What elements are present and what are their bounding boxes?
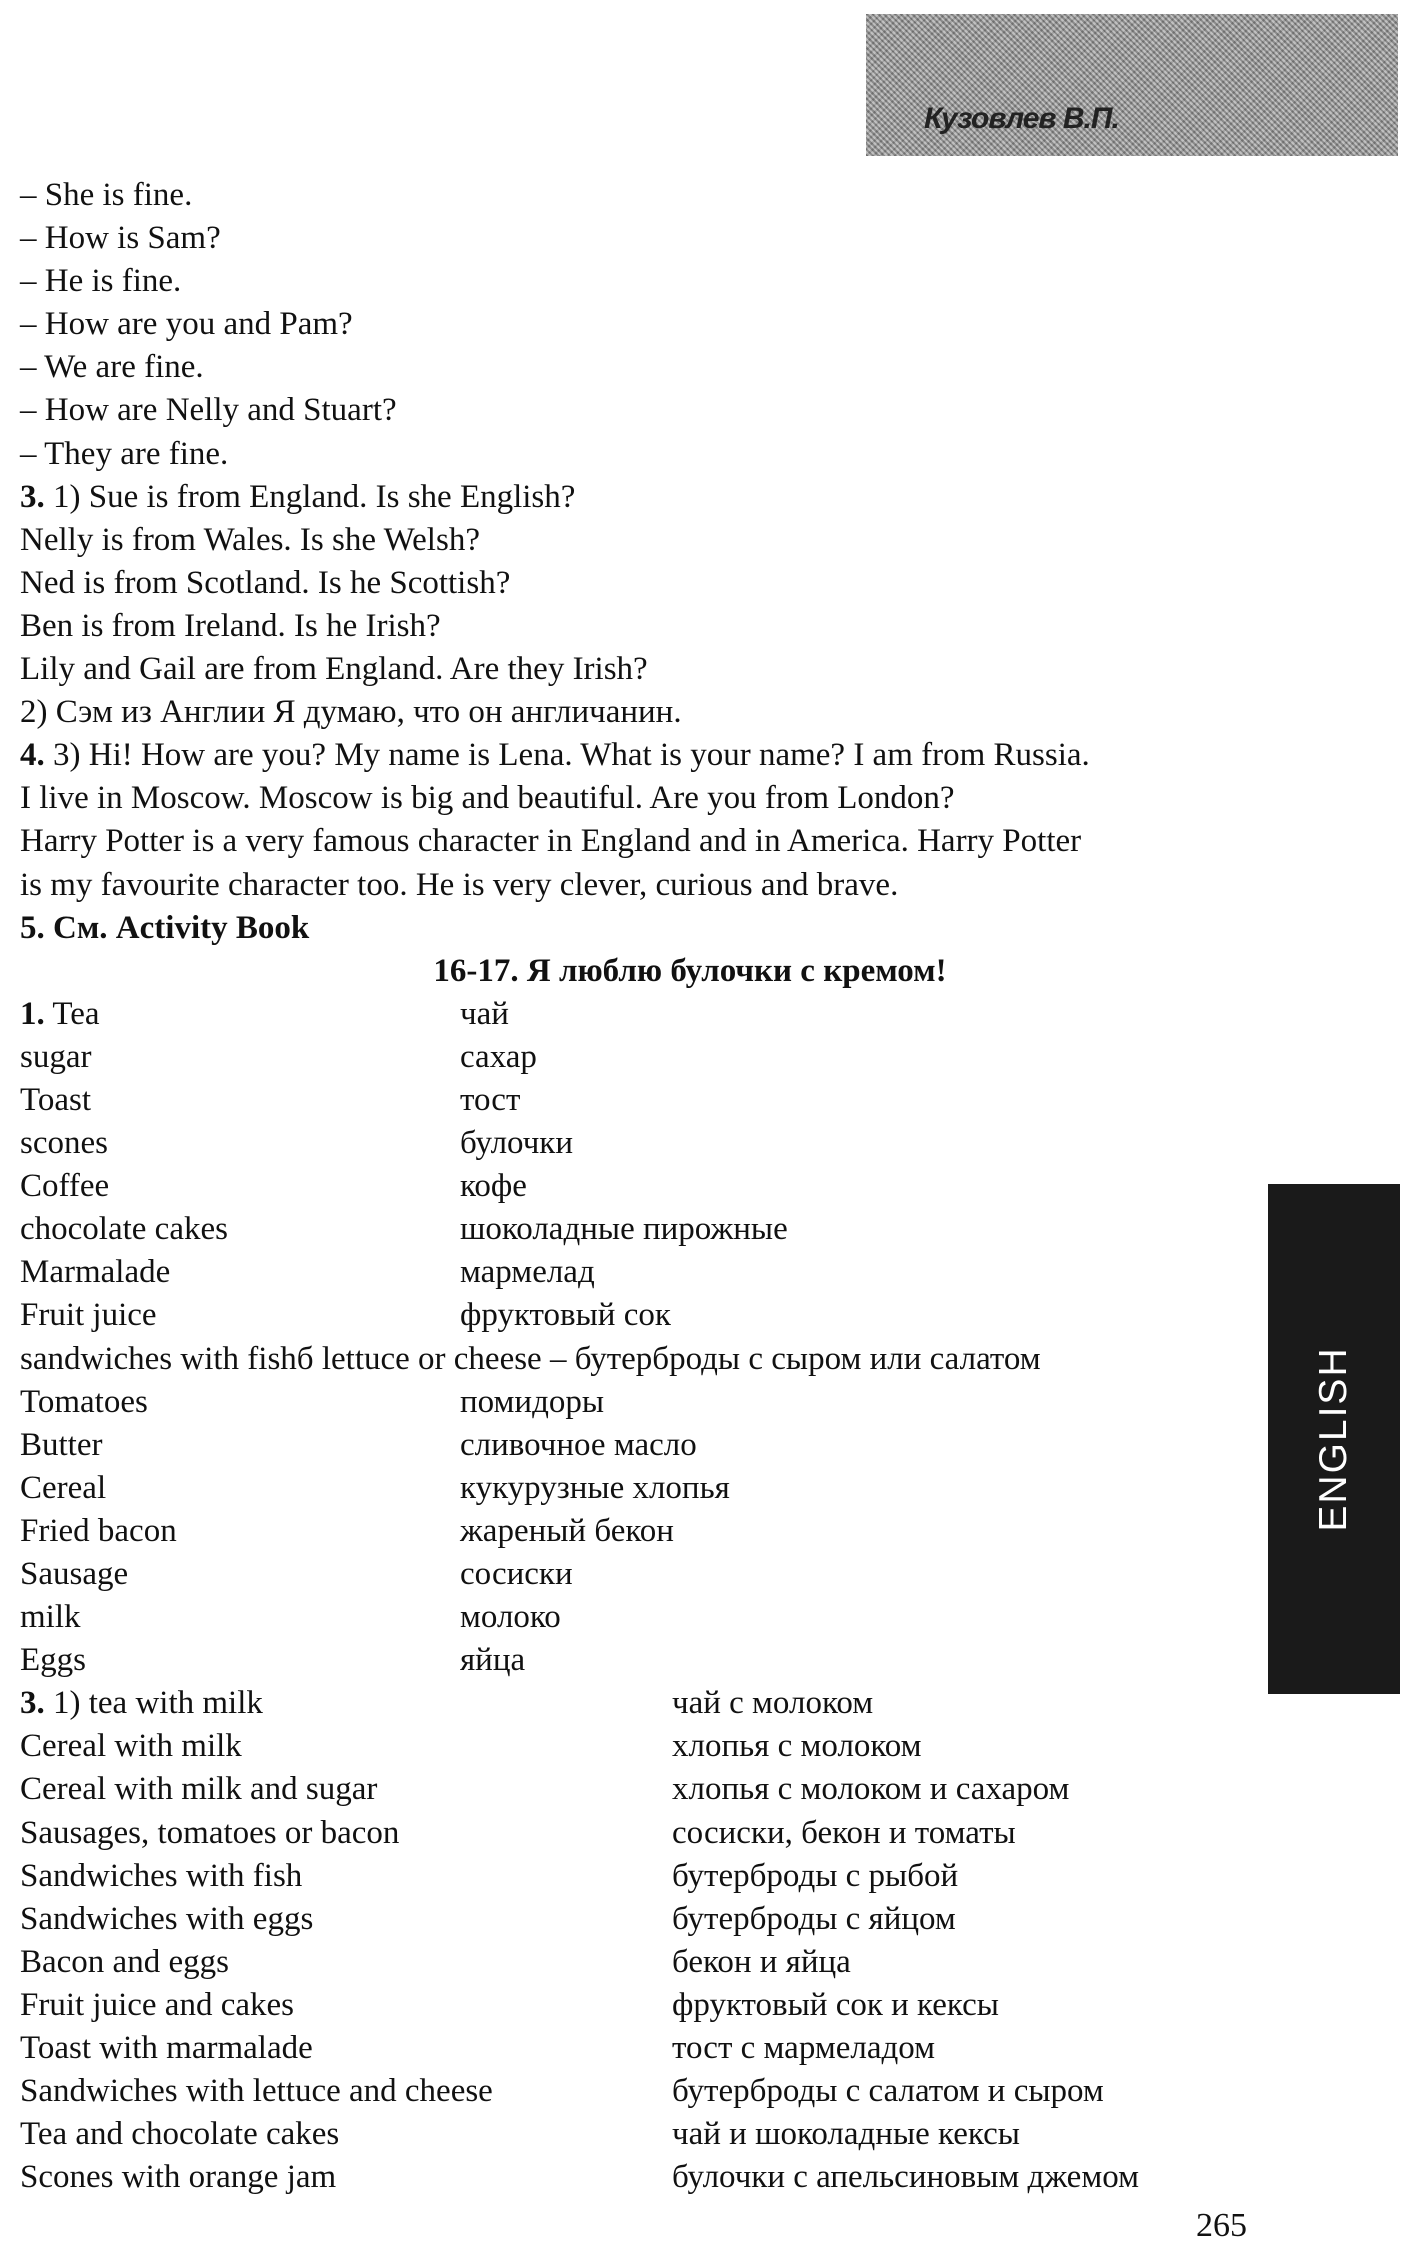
dialogue-line: – They are fine. — [20, 435, 229, 472]
vocab-en: Butter — [20, 1426, 103, 1463]
vocab-row — [20, 1208, 1260, 1251]
vocab-ru: булочки — [460, 1125, 573, 1162]
combo-row — [20, 1855, 1260, 1898]
vocab-ru: яйца — [460, 1642, 526, 1679]
combo-ru: бутерброды с салатом и сыром — [672, 2073, 1104, 2110]
vocab-en: sugar — [20, 1038, 92, 1075]
section-title: 16-17. Я люблю булочки с кремом! — [433, 952, 947, 989]
combo-row — [20, 1898, 1260, 1941]
combo-en: Sandwiches with lettuce and cheese — [20, 2073, 493, 2110]
combo-row — [20, 1984, 1260, 2027]
combo-en: Cereal with milk and sugar — [20, 1771, 378, 1808]
combo-en: Sausages, tomatoes or bacon — [20, 1814, 400, 1851]
page-content — [20, 174, 1260, 2199]
header-author: Кузовлев В.П. — [924, 102, 1119, 135]
vocab-en: Coffee — [20, 1168, 110, 1205]
combo-ru: тост с мармеладом — [672, 2030, 936, 2067]
vocab-row — [20, 1036, 1260, 1079]
combo-en: Bacon and eggs — [20, 1943, 229, 1980]
vocab-ru: сливочное масло — [460, 1426, 697, 1463]
exercise-3-line: Ned is from Scotland. Is he Scottish? — [20, 564, 511, 601]
vocab-ru: шоколадные пирожные — [460, 1211, 788, 1248]
vocab-row — [20, 1294, 1260, 1337]
combo-ru: булочки с апельсиновым джемом — [672, 2159, 1139, 2196]
exercise-4-line: I live in Moscow. Moscow is big and beautiful. Are you from London? — [20, 780, 955, 817]
vocab-ru: сосиски — [460, 1556, 573, 1592]
vocab-ru: молоко — [460, 1599, 561, 1636]
page-number: 265 — [1196, 2207, 1247, 2244]
dialogue-line: – She is fine. — [20, 177, 193, 213]
combo-row — [20, 1725, 1260, 1768]
exercise-text: 3) Hi! How are you? My name is Lena. What is your name? I am from Russia. — [44, 737, 1090, 774]
vocab-ru: жареный бекон — [460, 1512, 674, 1549]
vocab-en: Fruit juice — [20, 1297, 157, 1334]
combo-en: Cereal with milk — [20, 1728, 242, 1765]
combo-row — [20, 2027, 1260, 2070]
vocab-en: chocolate cakes — [20, 1211, 228, 1248]
dialogue-line: – How are Nelly and Stuart? — [20, 392, 397, 429]
exercise-3-line: 2) Сэм из Англии Я думаю, что он англичанин. — [20, 694, 682, 731]
combo-ru: сосиски, бекон и томаты — [672, 1814, 1016, 1851]
combo-row — [20, 2070, 1260, 2113]
exercise-5-line: 5. См. Activity Book — [20, 909, 310, 946]
combo-en: Toast with marmalade — [20, 2030, 313, 2067]
combo-ru: фруктовый сок и кексы — [672, 1986, 999, 2023]
combo-en: Sandwiches with eggs — [20, 1900, 314, 1937]
vocab-row — [20, 1381, 1260, 1424]
exercise-4-line — [20, 734, 1260, 777]
vocab-row — [20, 1251, 1260, 1294]
combo-ru: хлопья с молоком — [672, 1728, 922, 1765]
combo-row — [20, 2156, 1260, 2199]
dialogue-line: – He is fine. — [20, 263, 182, 300]
combo-row — [20, 1768, 1260, 1811]
combo-ru: хлопья с молоком и сахаром — [672, 1771, 1070, 1808]
vocab-en: Cereal — [20, 1469, 107, 1506]
combo-ru: чай с молоком — [672, 1685, 874, 1722]
vocab-row — [20, 1424, 1260, 1467]
vocab-row — [20, 1639, 1260, 1682]
combo-en: Scones with orange jam — [20, 2159, 337, 2196]
vocab-en: scones — [20, 1125, 108, 1162]
side-tab — [1268, 1184, 1400, 1694]
combo-row — [20, 1812, 1260, 1855]
vocab-en: Tea — [44, 995, 100, 1032]
combo-en: Sandwiches with fish — [20, 1857, 303, 1894]
vocab-ru: тост — [460, 1081, 521, 1118]
combo-row — [20, 2113, 1260, 2156]
vocab-ru: кукурузные хлопья — [460, 1469, 730, 1506]
header-author-box — [866, 14, 1398, 156]
vocab-en: Fried bacon — [20, 1512, 177, 1549]
exercise-4-line: is my favourite character too. He is very clever, curious and brave. — [20, 866, 899, 903]
exercise-3-line: Ben is from Ireland. Is he Irish? — [20, 607, 441, 644]
vocab-row — [20, 1467, 1260, 1510]
vocab-row — [20, 1553, 1260, 1596]
exercise-number: 3. — [20, 478, 45, 515]
vocab-row — [20, 993, 1260, 1036]
vocab-ru: сахар — [460, 1038, 537, 1075]
vocab-ru: чай — [460, 995, 509, 1032]
vocab-en: Toast — [20, 1081, 92, 1118]
vocab-row — [20, 1165, 1260, 1208]
vocab-en: Eggs — [20, 1642, 86, 1679]
exercise-3-line: Lily and Gail are from England. Are they Irish? — [20, 651, 648, 688]
dialogue-line: – How is Sam? — [20, 220, 221, 257]
vocab-ru: фруктовый сок — [460, 1297, 671, 1334]
exercise-number: 1. — [20, 995, 45, 1032]
vocab-row — [20, 1510, 1260, 1553]
vocab-ru: кофе — [460, 1168, 527, 1205]
vocab-en: Sausage — [20, 1556, 129, 1592]
combo-row — [20, 1941, 1260, 1984]
vocab-row — [20, 1079, 1260, 1122]
vocab-en: Marmalade — [20, 1254, 171, 1291]
dialogue-line: – How are you and Pam? — [20, 306, 353, 343]
vocab-full-line: sandwiches with fishб lettuce or cheese – бутерброды с сыром или салатом — [20, 1340, 1041, 1377]
combo-en: 1) tea with milk — [44, 1685, 263, 1722]
vocab-en: milk — [20, 1599, 81, 1636]
exercise-number: 3. — [20, 1685, 45, 1722]
vocab-ru: помидоры — [460, 1383, 605, 1420]
exercise-number: 4. — [20, 737, 45, 774]
side-tab-label: ENGLISH — [1312, 1346, 1355, 1532]
vocab-row — [20, 1596, 1260, 1639]
vocab-row — [20, 1122, 1260, 1165]
combo-ru: чай и шоколадные кексы — [672, 2116, 1020, 2153]
combo-ru: бутерброды с рыбой — [672, 1857, 959, 1894]
exercise-4-line: Harry Potter is a very famous character in England and in America. Harry Potter — [20, 823, 1082, 860]
combo-row — [20, 1682, 1260, 1725]
exercise-3-line — [20, 476, 1260, 519]
vocab-ru: мармелад — [460, 1254, 595, 1291]
combo-en: Tea and chocolate cakes — [20, 2116, 340, 2153]
dialogue-line: – We are fine. — [20, 349, 204, 386]
vocab-en: Tomatoes — [20, 1383, 148, 1420]
combo-ru: бутерброды с яйцом — [672, 1900, 956, 1937]
combo-en: Fruit juice and cakes — [20, 1986, 294, 2023]
combo-ru: бекон и яйца — [672, 1943, 851, 1980]
exercise-text: 1) Sue is from England. Is she English? — [44, 478, 576, 515]
exercise-3-line: Nelly is from Wales. Is she Welsh? — [20, 521, 480, 558]
